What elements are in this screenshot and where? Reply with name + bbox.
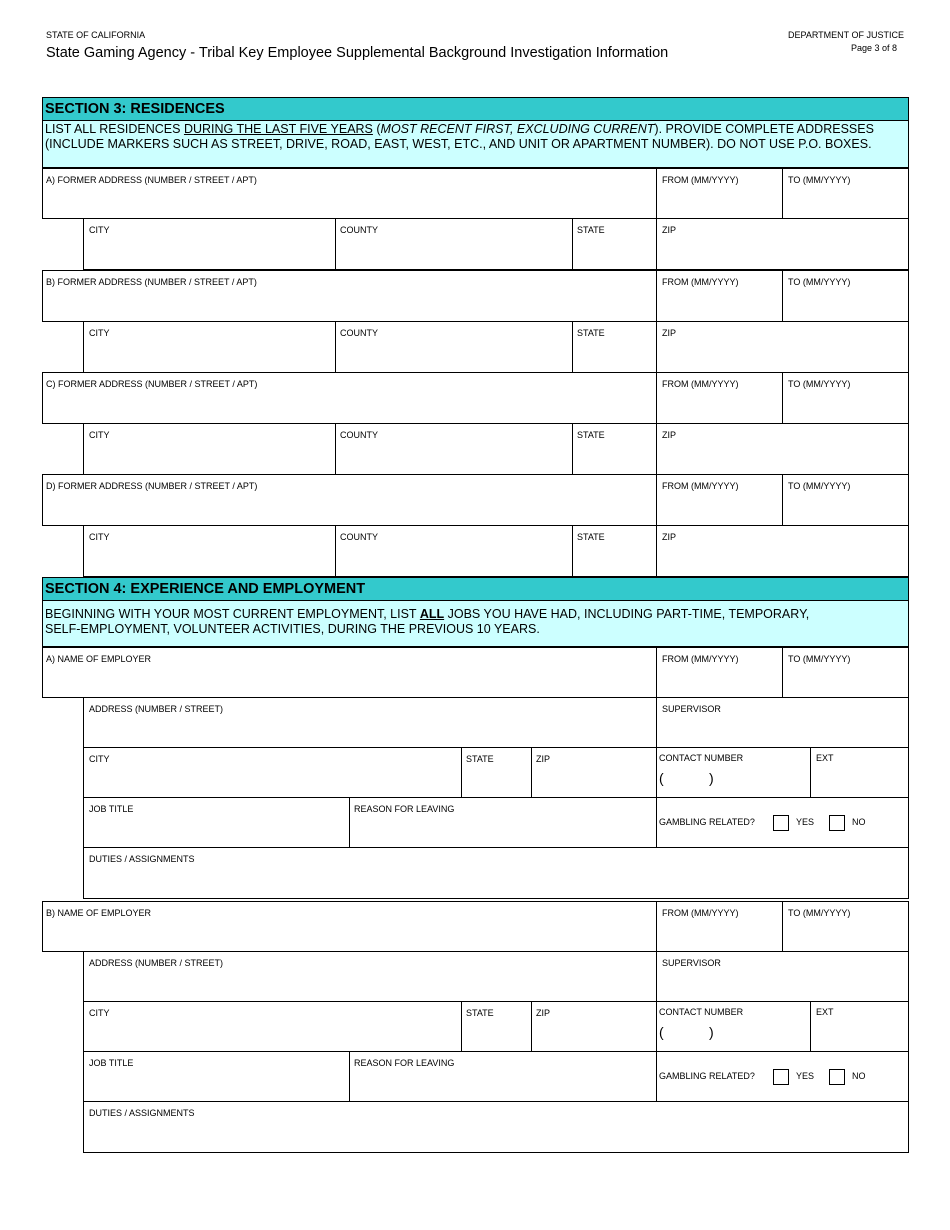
state-label: STATE bbox=[466, 1008, 494, 1018]
residence-c-state-field[interactable] bbox=[572, 423, 657, 475]
employer-a-contact-number-field[interactable] bbox=[656, 747, 811, 798]
city-label: CITY bbox=[89, 754, 110, 764]
residence-d-former-address-field[interactable] bbox=[42, 474, 657, 526]
zip-label: ZIP bbox=[662, 430, 677, 440]
from-date-label: FROM (MM/YYYY) bbox=[662, 277, 739, 287]
intro-emphasis: DURING THE LAST FIVE YEARS bbox=[183, 122, 373, 136]
employer-b-gambling-related-field bbox=[656, 1051, 909, 1102]
section-3-title: SECTION 3: RESIDENCES bbox=[42, 97, 909, 121]
residence-b-city-field[interactable] bbox=[83, 321, 336, 373]
form-title: State Gaming Agency - Tribal Key Employee Supplemental Background Investigation Information bbox=[46, 45, 669, 61]
zip-label: ZIP bbox=[662, 328, 677, 338]
duties-label: DUTIES / ASSIGNMENTS bbox=[89, 1108, 195, 1118]
city-label: CITY bbox=[89, 225, 110, 235]
employer-b-city-field[interactable] bbox=[83, 1001, 462, 1052]
county-label: COUNTY bbox=[340, 328, 378, 338]
address-label: ADDRESS (NUMBER / STREET) bbox=[89, 704, 224, 714]
employer-a-city-field[interactable] bbox=[83, 747, 462, 798]
employer-a-to-date-field[interactable] bbox=[782, 647, 909, 698]
intro-text: ( bbox=[372, 122, 381, 136]
residence-b-state-field[interactable] bbox=[572, 321, 657, 373]
residence-c-from-date-field[interactable] bbox=[656, 372, 783, 424]
gambling-related-label: GAMBLING RELATED? bbox=[659, 817, 755, 827]
zip-label: ZIP bbox=[662, 225, 677, 235]
address-label: ADDRESS (NUMBER / STREET) bbox=[89, 958, 224, 968]
intro-text: JOBS YOU HAVE HAD, INCLUDING PART-TIME, TEMPORARY, bbox=[444, 607, 810, 621]
zip-label: ZIP bbox=[536, 754, 551, 764]
employer-a-duties-field[interactable] bbox=[83, 847, 909, 899]
former-address-label: B) FORMER ADDRESS (NUMBER / STREET / APT) bbox=[46, 277, 257, 287]
from-date-label: FROM (MM/YYYY) bbox=[662, 379, 739, 389]
to-date-label: TO (MM/YYYY) bbox=[788, 277, 851, 287]
intro-emphasis: ALL bbox=[419, 607, 445, 621]
duties-label: DUTIES / ASSIGNMENTS bbox=[89, 854, 195, 864]
employer-a-zip-field[interactable] bbox=[531, 747, 657, 798]
to-date-label: TO (MM/YYYY) bbox=[788, 481, 851, 491]
gambling-yes-label: YES bbox=[796, 1071, 815, 1081]
employer-b-job-title-field[interactable] bbox=[83, 1051, 350, 1102]
employer-b-reason-for-leaving-field[interactable] bbox=[349, 1051, 657, 1102]
county-label: COUNTY bbox=[340, 430, 378, 440]
state-label: STATE bbox=[466, 754, 494, 764]
residence-a-from-date-field[interactable] bbox=[656, 168, 783, 219]
city-label: CITY bbox=[89, 532, 110, 542]
from-date-label: FROM (MM/YYYY) bbox=[662, 654, 739, 664]
residence-c-former-address-field[interactable] bbox=[42, 372, 657, 424]
intro-text: LIST ALL RESIDENCES bbox=[45, 122, 184, 136]
gambling-yes-checkbox[interactable] bbox=[773, 1069, 789, 1085]
supervisor-label: SUPERVISOR bbox=[662, 704, 721, 714]
intro-italic: MOST RECENT FIRST, EXCLUDING CURRENT bbox=[380, 122, 655, 136]
employer-b-state-field[interactable] bbox=[461, 1001, 532, 1052]
employer-a-reason-for-leaving-field[interactable] bbox=[349, 797, 657, 848]
residence-d-county-field[interactable] bbox=[335, 525, 573, 577]
gambling-no-checkbox[interactable] bbox=[829, 815, 845, 831]
zip-label: ZIP bbox=[662, 532, 677, 542]
area-code-close-paren: ) bbox=[709, 1024, 714, 1040]
department-name: DEPARTMENT OF JUSTICE bbox=[788, 30, 905, 40]
residence-d-from-date-field[interactable] bbox=[656, 474, 783, 526]
former-address-label: D) FORMER ADDRESS (NUMBER / STREET / APT) bbox=[46, 481, 258, 491]
residence-b-to-date-field[interactable] bbox=[782, 270, 909, 322]
from-date-label: FROM (MM/YYYY) bbox=[662, 175, 739, 185]
gambling-no-label: NO bbox=[852, 817, 866, 827]
employer-a-address-field[interactable] bbox=[83, 697, 657, 748]
state-name: STATE OF CALIFORNIA bbox=[46, 30, 146, 40]
residence-a-former-address-field[interactable] bbox=[42, 168, 657, 219]
gambling-related-label: GAMBLING RELATED? bbox=[659, 1071, 755, 1081]
to-date-label: TO (MM/YYYY) bbox=[788, 908, 851, 918]
gambling-yes-label: YES bbox=[796, 817, 815, 827]
city-label: CITY bbox=[89, 430, 110, 440]
job-title-label: JOB TITLE bbox=[89, 1058, 134, 1068]
reason-for-leaving-label: REASON FOR LEAVING bbox=[354, 1058, 455, 1068]
residence-a-to-date-field[interactable] bbox=[782, 168, 909, 219]
supervisor-label: SUPERVISOR bbox=[662, 958, 721, 968]
residence-d-zip-field[interactable] bbox=[656, 525, 909, 577]
intro-text: BEGINNING WITH YOUR MOST CURRENT EMPLOYMENT, LIST bbox=[45, 607, 420, 621]
residence-c-county-field[interactable] bbox=[335, 423, 573, 475]
area-code-open-paren: ( bbox=[659, 770, 664, 786]
former-address-label: A) FORMER ADDRESS (NUMBER / STREET / APT) bbox=[46, 175, 257, 185]
job-title-label: JOB TITLE bbox=[89, 804, 134, 814]
residence-a-state-field[interactable] bbox=[572, 218, 657, 270]
employer-b-to-date-field[interactable] bbox=[782, 901, 909, 952]
residence-d-to-date-field[interactable] bbox=[782, 474, 909, 526]
section-4-instructions bbox=[42, 600, 909, 647]
county-label: COUNTY bbox=[340, 225, 378, 235]
residence-c-to-date-field[interactable] bbox=[782, 372, 909, 424]
zip-label: ZIP bbox=[536, 1008, 551, 1018]
page-number: Page 3 of 8 bbox=[851, 43, 898, 53]
residence-d-city-field[interactable] bbox=[83, 525, 336, 577]
county-label: COUNTY bbox=[340, 532, 378, 542]
area-code-close-paren: ) bbox=[709, 770, 714, 786]
residence-a-county-field[interactable] bbox=[335, 218, 573, 270]
employer-b-from-date-field[interactable] bbox=[656, 901, 783, 952]
contact-number-label: CONTACT NUMBER bbox=[659, 1007, 744, 1017]
employer-b-supervisor-field[interactable] bbox=[656, 951, 909, 1002]
intro-text: ). PROVIDE COMPLETE ADDRESSES bbox=[654, 122, 874, 136]
to-date-label: TO (MM/YYYY) bbox=[788, 175, 851, 185]
employer-b-zip-field[interactable] bbox=[531, 1001, 657, 1052]
from-date-label: FROM (MM/YYYY) bbox=[662, 908, 739, 918]
reason-for-leaving-label: REASON FOR LEAVING bbox=[354, 804, 455, 814]
employer-a-employer-name-field[interactable] bbox=[42, 647, 657, 698]
residence-c-city-field[interactable] bbox=[83, 423, 336, 475]
city-label: CITY bbox=[89, 328, 110, 338]
section-4-title: SECTION 4: EXPERIENCE AND EMPLOYMENT bbox=[42, 577, 909, 601]
residence-c-zip-field[interactable] bbox=[656, 423, 909, 475]
employer-a-gambling-related-field bbox=[656, 797, 909, 848]
employer-b-employer-name-field[interactable] bbox=[42, 901, 657, 952]
residence-a-city-field[interactable] bbox=[83, 218, 336, 270]
section-3-instructions bbox=[42, 120, 909, 168]
residence-b-former-address-field[interactable] bbox=[42, 270, 657, 322]
employer-b-ext-field[interactable] bbox=[810, 1001, 909, 1052]
area-code-open-paren: ( bbox=[659, 1024, 664, 1040]
state-label: STATE bbox=[577, 430, 605, 440]
intro-line-2: (INCLUDE MARKERS SUCH AS STREET, DRIVE, ROAD, EAST, WEST, ETC., AND UNIT OR APARTMENT NUMBER). DO NOT USE P.O. BOXES. bbox=[45, 137, 872, 151]
employer-a-state-field[interactable] bbox=[461, 747, 532, 798]
residence-a-zip-field[interactable] bbox=[656, 218, 909, 270]
ext-label: EXT bbox=[816, 753, 834, 763]
employer-b-contact-number-field[interactable] bbox=[656, 1001, 811, 1052]
to-date-label: TO (MM/YYYY) bbox=[788, 379, 851, 389]
state-label: STATE bbox=[577, 225, 605, 235]
employer-a-ext-field[interactable] bbox=[810, 747, 909, 798]
employer-b-duties-field[interactable] bbox=[83, 1101, 909, 1153]
employer-name-label: B) NAME OF EMPLOYER bbox=[46, 908, 152, 918]
residence-b-from-date-field[interactable] bbox=[656, 270, 783, 322]
from-date-label: FROM (MM/YYYY) bbox=[662, 481, 739, 491]
residence-b-county-field[interactable] bbox=[335, 321, 573, 373]
intro-line-2: SELF-EMPLOYMENT, VOLUNTEER ACTIVITIES, DURING THE PREVIOUS 10 YEARS. bbox=[45, 622, 540, 636]
employer-b-address-field[interactable] bbox=[83, 951, 657, 1002]
employer-a-supervisor-field[interactable] bbox=[656, 697, 909, 748]
to-date-label: TO (MM/YYYY) bbox=[788, 654, 851, 664]
employer-a-from-date-field[interactable] bbox=[656, 647, 783, 698]
residence-b-zip-field[interactable] bbox=[656, 321, 909, 373]
gambling-no-label: NO bbox=[852, 1071, 866, 1081]
ext-label: EXT bbox=[816, 1007, 834, 1017]
gambling-no-checkbox[interactable] bbox=[829, 1069, 845, 1085]
city-label: CITY bbox=[89, 1008, 110, 1018]
employer-a-job-title-field[interactable] bbox=[83, 797, 350, 848]
former-address-label: C) FORMER ADDRESS (NUMBER / STREET / APT) bbox=[46, 379, 258, 389]
contact-number-label: CONTACT NUMBER bbox=[659, 753, 744, 763]
residence-d-state-field[interactable] bbox=[572, 525, 657, 577]
gambling-yes-checkbox[interactable] bbox=[773, 815, 789, 831]
employer-name-label: A) NAME OF EMPLOYER bbox=[46, 654, 152, 664]
state-label: STATE bbox=[577, 532, 605, 542]
state-label: STATE bbox=[577, 328, 605, 338]
